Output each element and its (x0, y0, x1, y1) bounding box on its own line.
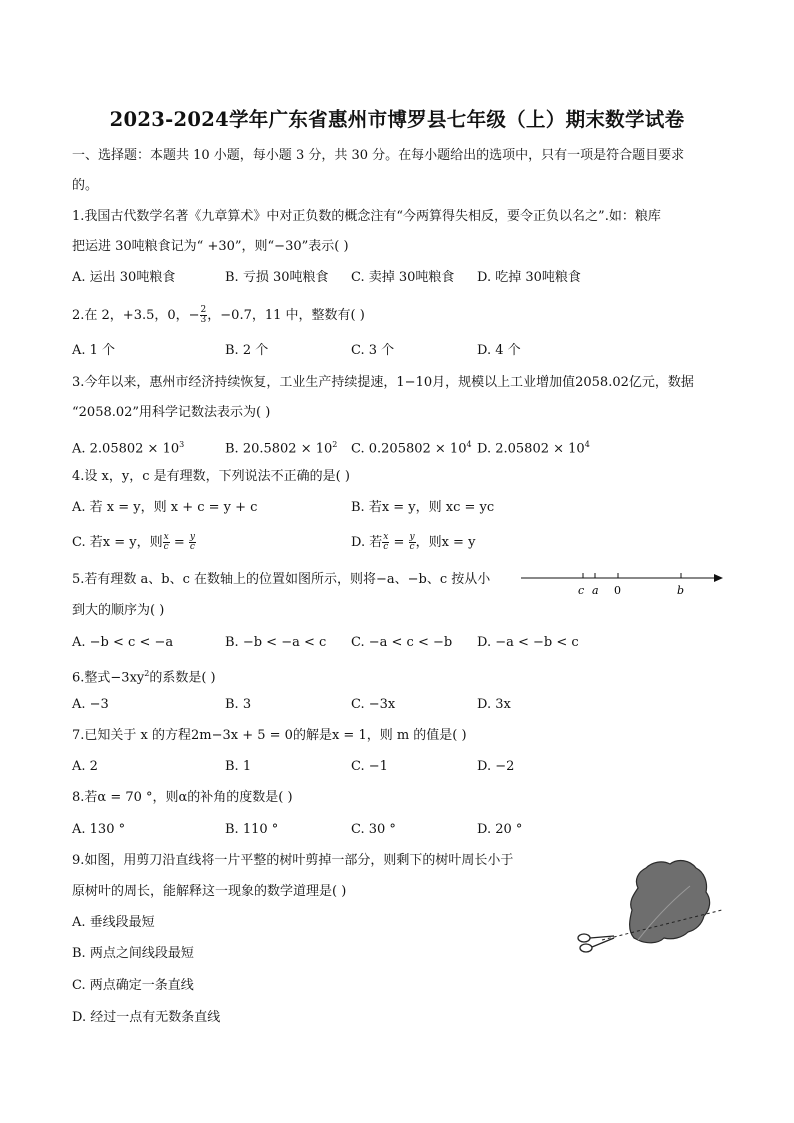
q2-option-d: D. 4 个 (477, 343, 521, 358)
q9-option-c: C. 两点确定一条直线 (72, 978, 194, 993)
q8-option-d: D. 20 ° (477, 822, 523, 837)
q2-stem (72, 306, 365, 326)
q4-d-frac-right (409, 533, 416, 552)
q4-c-num-y: y (189, 532, 195, 542)
q8-option-a: A. 130 ° (72, 822, 126, 837)
q7-stem: 7.已知关于 x 的方程2m−3x + 5 = 0的解是x = 1，则 m 的值是( ) (72, 728, 467, 743)
q1-option-b: B. 亏损 30吨粮食 (225, 270, 329, 285)
q3-option-a-base: A. 2.05802 × 10 (72, 441, 180, 457)
q6-option-a: A. −3 (72, 697, 109, 712)
q3-stem-line2: “2058.02”用科学记数法表示为( ) (72, 405, 271, 420)
q4-option-c (72, 533, 196, 553)
q6-option-b: B. 3 (225, 697, 252, 712)
q5-option-a: A. −b < c < −a (72, 635, 174, 650)
q4-d-num-y: y (409, 532, 415, 542)
q8-option-b: B. 110 ° (225, 822, 279, 837)
q4-option-b: B. 若x = y，则 xc = yc (351, 500, 495, 515)
q6-stem-pre: 6.整式−3xy (72, 670, 145, 686)
q9-stem-line2: 原树叶的周长，能解释这一现象的数学道理是( ) (72, 884, 347, 899)
q6-exponent: 2 (144, 669, 150, 678)
q3-option-b-base: B. 20.5802 × 10 (225, 441, 333, 457)
q4-d-den-c2: c (409, 542, 415, 552)
q4-option-c-pre: C. 若x = y，则 (72, 535, 163, 550)
q4-c-den-c2: c (189, 542, 195, 552)
q2-stem-pre: 2.在 2，+3.5，0，− (72, 308, 200, 323)
label-a: a (592, 584, 599, 597)
q4-stem: 4.设 x，y，c 是有理数，下列说法不正确的是( ) (72, 469, 350, 484)
q6-option-d: D. 3x (477, 697, 511, 712)
q5-stem-line1: 5.若有理数 a、b、c 在数轴上的位置如图所示，则将−a、−b、c 按从小 (72, 572, 491, 587)
q2-stem-post: ，−0.7，11 中，整数有( ) (207, 308, 365, 323)
q4-option-a: A. 若 x = y，则 x + c = y + c (72, 500, 258, 515)
q4-c-frac-left (163, 533, 170, 552)
number-line-figure (515, 566, 727, 600)
q7-option-a: A. 2 (72, 759, 98, 774)
q1-stem-line2: 把运进 30吨粮食记为“ +30”，则“−30”表示( ) (72, 239, 349, 254)
q4-d-num-x: x (383, 532, 389, 542)
q6-stem (72, 664, 216, 688)
q6-option-c: C. −3x (351, 697, 396, 712)
q4-c-den-c1: c (163, 542, 169, 552)
q1-stem-line1: 1.我国古代数学名著《九章算术》中对正负数的概念注有“今两算得失相反，要令正负以名之”.如：粮库 (72, 209, 661, 224)
q7-option-d: D. −2 (477, 759, 515, 774)
q4-option-d-pre: D. 若 (351, 535, 383, 550)
q8-stem: 8.若α = 70 °，则α的补角的度数是( ) (72, 790, 293, 805)
leaf-scissors-figure (572, 852, 724, 972)
q3-option-b (225, 435, 337, 459)
section-header-line2: 的。 (72, 178, 99, 193)
q2-frac-den: 3 (200, 315, 207, 325)
q3-option-c (351, 435, 472, 459)
q4-c-eq: = (173, 535, 185, 550)
q9-option-a: A. 垂线段最短 (72, 915, 155, 930)
label-zero: 0 (614, 584, 621, 597)
q3-option-a (72, 435, 184, 459)
q9-option-b: B. 两点之间线段最短 (72, 946, 194, 961)
q7-option-c: C. −1 (351, 759, 388, 774)
q5-option-b: B. −b < −a < c (225, 635, 327, 650)
q4-option-d-post: ，则x = y (415, 535, 476, 550)
label-b: b (677, 584, 685, 597)
q1-option-c: C. 卖掉 30吨粮食 (351, 270, 455, 285)
number-line-arrow (714, 574, 723, 582)
q3-option-a-exp: 3 (179, 440, 185, 449)
q7-option-b: B. 1 (225, 759, 252, 774)
q5-stem-line2: 到大的顺序为( ) (72, 603, 165, 618)
label-c: c (578, 584, 585, 597)
q4-d-den-c1: c (383, 542, 389, 552)
q2-option-c: C. 3 个 (351, 343, 395, 358)
q9-stem-line1: 9.如图，用剪刀沿直线将一片平整的树叶剪掉一部分，则剩下的树叶周长小于 (72, 853, 514, 868)
q3-option-c-base: C. 0.205802 × 10 (351, 441, 467, 457)
q5-option-c: C. −a < c < −b (351, 635, 453, 650)
q2-frac-num: 2 (200, 305, 207, 315)
q8-option-c: C. 30 ° (351, 822, 396, 837)
leaf-icon (630, 861, 710, 943)
q1-option-a: A. 运出 30吨粮食 (72, 270, 176, 285)
section-header-line1: 一、选择题：本题共 10 小题，每小题 3 分，共 30 分。在每小题给出的选项中，只有一项是符合题目要求 (72, 148, 685, 163)
q4-c-num-x: x (163, 532, 169, 542)
q2-option-a: A. 1 个 (72, 343, 116, 358)
q3-option-d-base: D. 2.05802 × 10 (477, 441, 585, 457)
exam-title: 2023-2024学年广东省惠州市博罗县七年级（上）期末数学试卷 (109, 108, 685, 131)
q3-option-c-exp: 4 (466, 440, 472, 449)
q4-d-frac-left (382, 533, 389, 552)
q3-option-b-exp: 2 (332, 440, 338, 449)
q3-option-d (477, 435, 590, 459)
q5-option-d: D. −a < −b < c (477, 635, 579, 650)
q9-option-d: D. 经过一点有无数条直线 (72, 1010, 221, 1025)
q4-option-d (351, 533, 475, 553)
q3-stem-line1: 3.今年以来，惠州市经济持续恢复，工业生产持续提速，1−10月，规模以上工业增加值2058.02亿元，数据 (72, 375, 694, 390)
q6-stem-post: 的系数是( ) (149, 670, 216, 686)
q4-d-eq: = (393, 535, 405, 550)
q3-option-d-exp: 4 (584, 440, 590, 449)
q4-c-frac-right (189, 533, 196, 552)
q1-option-d: D. 吃掉 30吨粮食 (477, 270, 581, 285)
q2-option-b: B. 2 个 (225, 343, 269, 358)
scissors-icon (578, 934, 614, 952)
